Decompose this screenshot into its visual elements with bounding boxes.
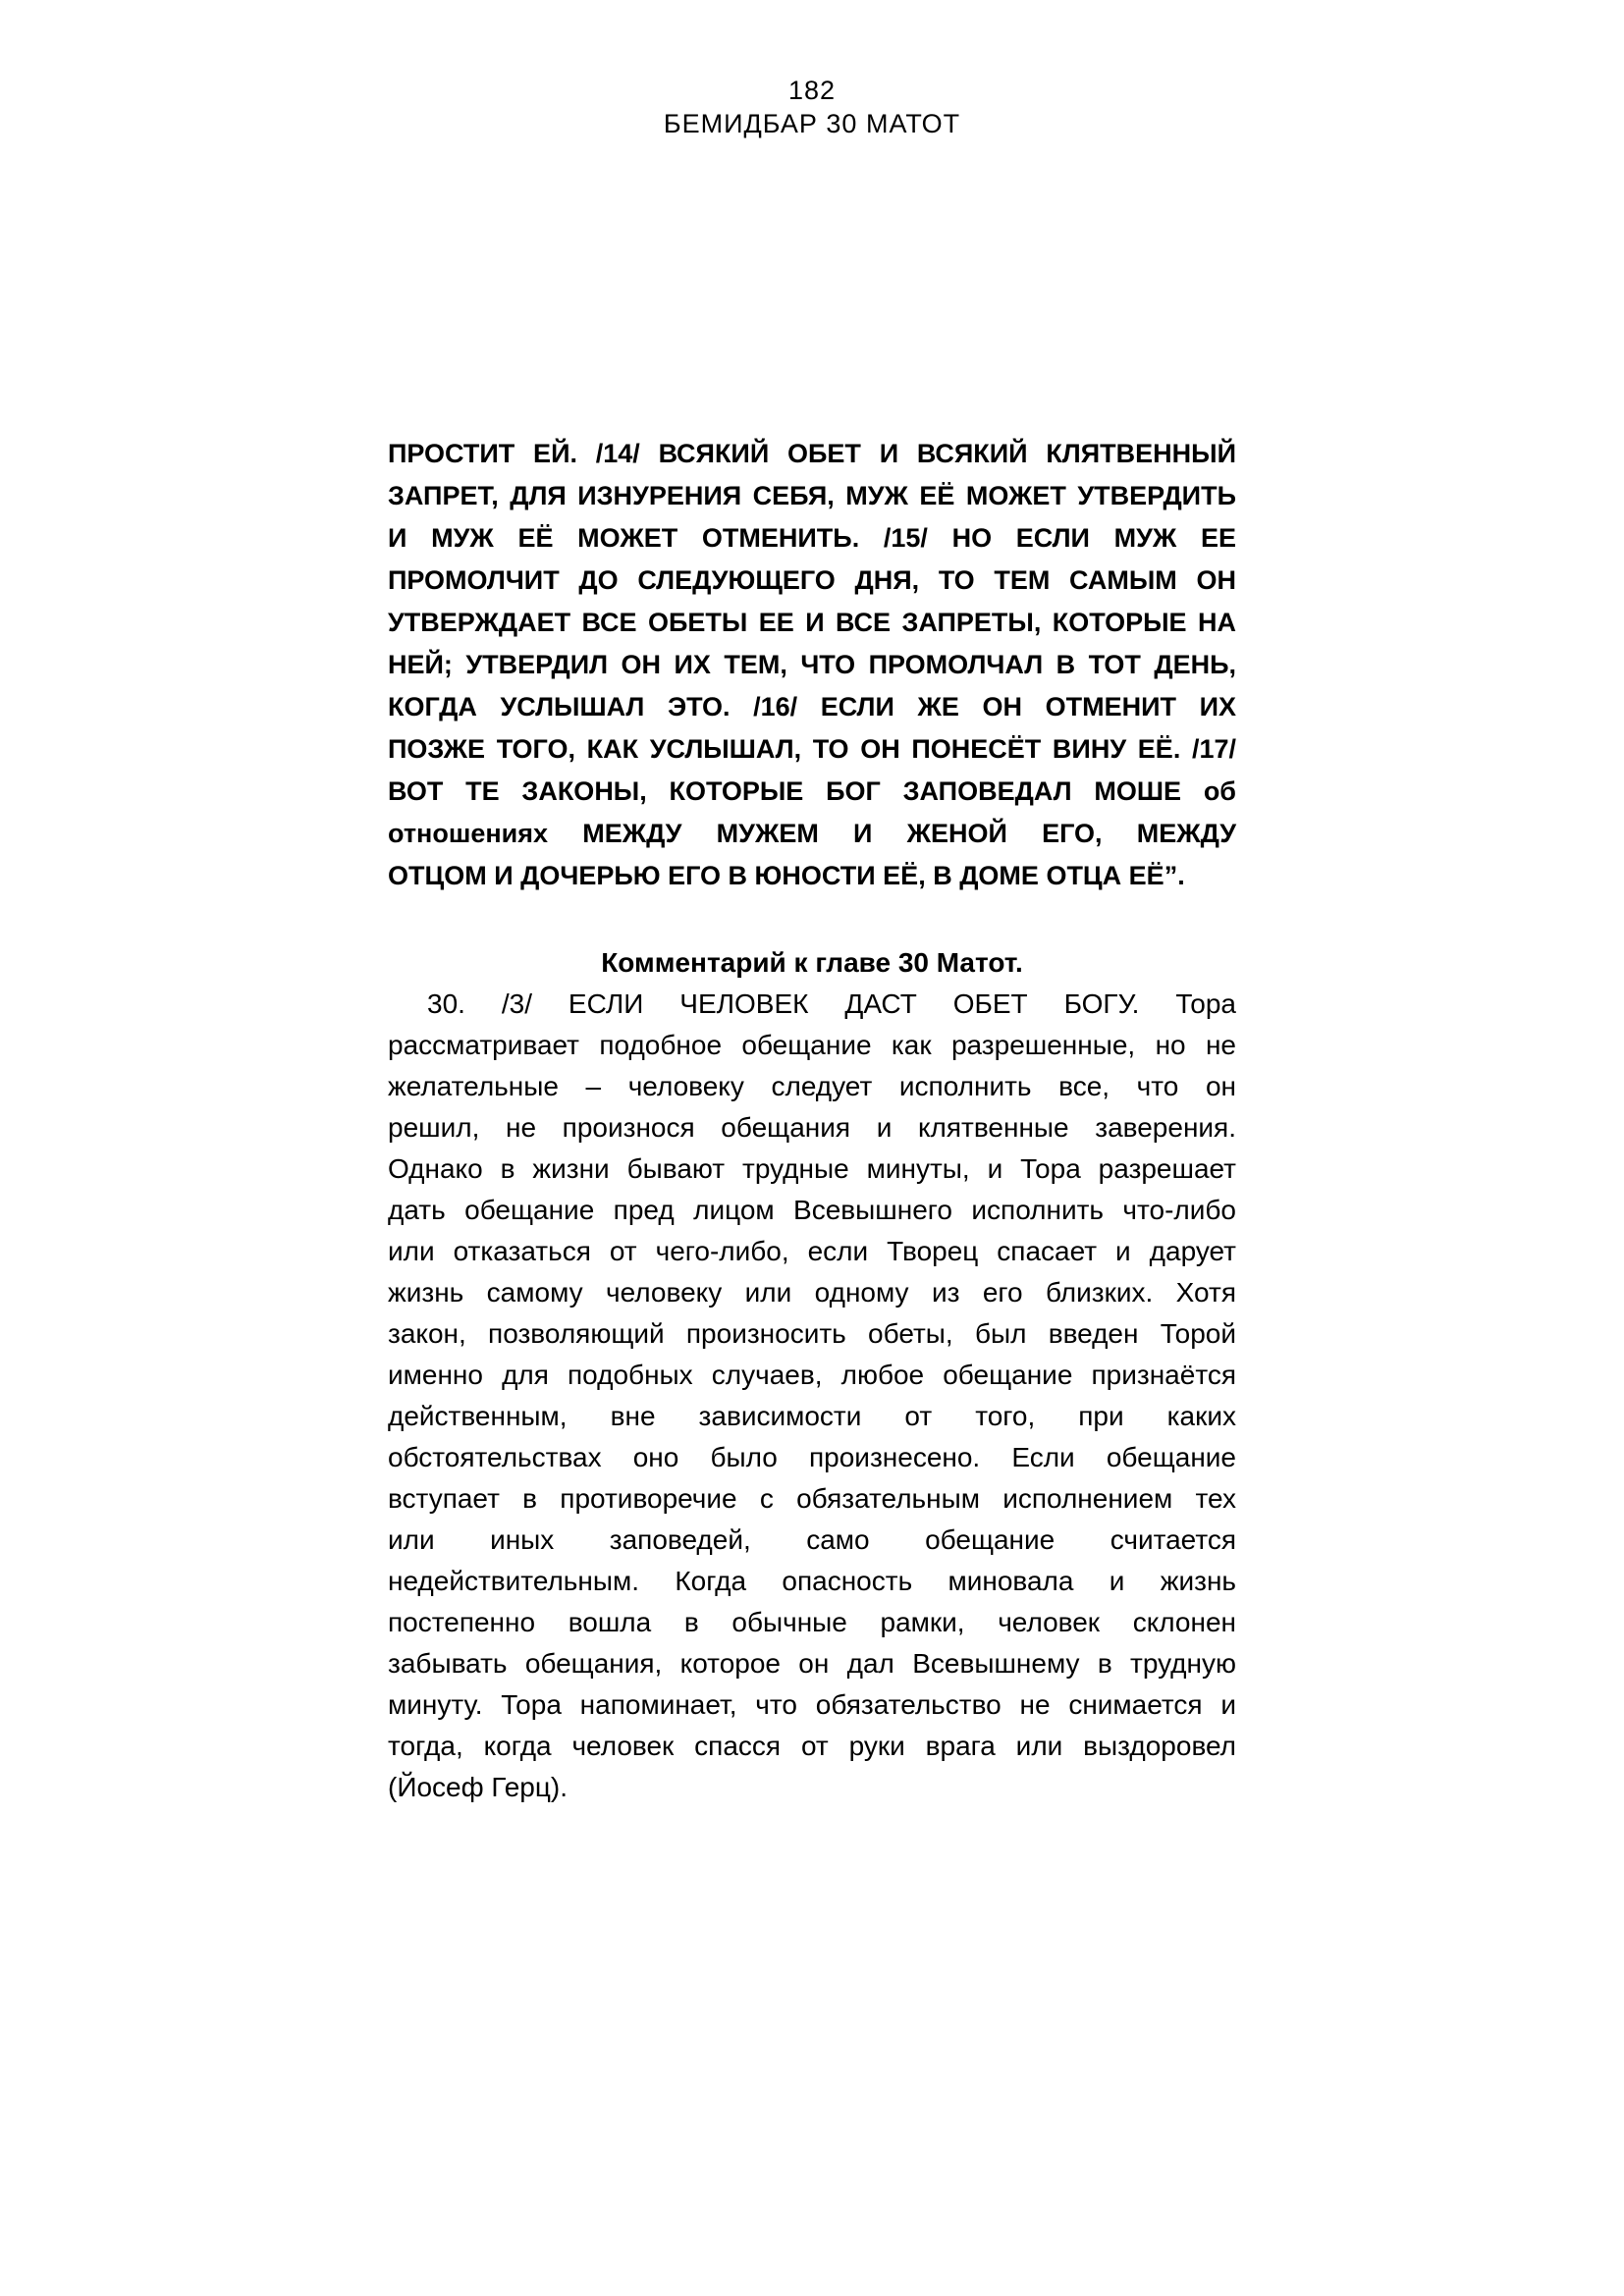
text-line: желательные – человеку следует исполнить все, что он [388, 1071, 1236, 1101]
text-line: ВОТ ТЕ ЗАКОНЫ, КОТОРЫЕ БОГ ЗАПОВЕДАЛ МОШЕ об [388, 776, 1236, 806]
text-line: И МУЖ ЕЁ МОЖЕТ ОТМЕНИТЬ. /15/ НО ЕСЛИ МУЖ ЕЕ [388, 523, 1236, 553]
text-line: забывать обещания, которое он дал Всевышнему в трудную [388, 1648, 1236, 1679]
page-number: 182 [787, 76, 837, 105]
commentary-heading: Комментарий к главе 30 Матот. [601, 947, 1023, 978]
text-line: Однако в жизни бывают трудные минуты, и Тора разрешает [388, 1153, 1236, 1184]
text-line: ПОЗЖЕ ТОГО, КАК УСЛЫШАЛ, ТО ОН ПОНЕСЁТ ВИНУ ЕЁ. /17/ [388, 734, 1236, 764]
text-line: минуту. Тора напоминает, что обязательство не снимается и [388, 1689, 1236, 1720]
text-line: действенным, вне зависимости от того, при каких [388, 1401, 1236, 1431]
text-line: обстоятельствах оно было произнесено. Если обещание [388, 1442, 1236, 1472]
text-line: недействительным. Когда опасность миновала и жизнь [388, 1566, 1236, 1596]
text-column [388, 0, 1236, 1808]
text-line: решил, не произнося обещания и клятвенные заверения. [388, 1112, 1236, 1143]
text-line: рассматривает подобное обещание как разрешенные, но не [388, 1030, 1236, 1060]
text-line: или отказаться от чего-либо, если Творец спасает и дарует [388, 1236, 1236, 1266]
text-line: вступает в противоречие с обязательным исполнением тех [388, 1483, 1236, 1514]
torah-text-paragraph [388, 433, 1236, 897]
text-line: отношениях МЕЖДУ МУЖЕМ И ЖЕНОЙ ЕГО, МЕЖДУ [388, 819, 1236, 848]
page-header: БЕМИДБАР 30 МАТОТ [663, 109, 961, 138]
text-line: тогда, когда человек спасся от руки врага или выздоровел [388, 1731, 1236, 1761]
text-line: КОГДА УСЛЫШАЛ ЭТО. /16/ ЕСЛИ ЖЕ ОН ОТМЕНИТ ИХ [388, 692, 1236, 721]
text-line: постепенно вошла в обычные рамки, человек склонен [388, 1607, 1236, 1637]
text-line: именно для подобных случаев, любое обещание признаётся [388, 1360, 1236, 1390]
text-line: ОТЦОМ И ДОЧЕРЬЮ ЕГО В ЮНОСТИ ЕЁ, В ДОМЕ ОТЦА ЕЁ”. [388, 861, 1185, 890]
text-line: (Йосеф Герц). [388, 1772, 568, 1802]
text-line: закон, позволяющий произносить обеты, был введен Торой [388, 1318, 1236, 1349]
text-line: ПРОСТИТ ЕЙ. /14/ ВСЯКИЙ ОБЕТ И ВСЯКИЙ КЛЯТВЕННЫЙ [388, 439, 1236, 468]
text-line: НЕЙ; УТВЕРДИЛ ОН ИХ ТЕМ, ЧТО ПРОМОЛЧАЛ В ТОТ ДЕНЬ, [388, 650, 1236, 679]
text-line: 30. /3/ ЕСЛИ ЧЕЛОВЕК ДАСТ ОБЕТ БОГУ. Тора [427, 988, 1236, 1019]
text-line: УТВЕРЖДАЕТ ВСЕ ОБЕТЫ ЕЕ И ВСЕ ЗАПРЕТЫ, КОТОРЫЕ НА [388, 608, 1236, 637]
commentary-paragraph [388, 984, 1236, 1808]
text-line: жизнь самому человеку или одному из его близких. Хотя [388, 1277, 1236, 1308]
text-line: ЗАПРЕТ, ДЛЯ ИЗНУРЕНИЯ СЕБЯ, МУЖ ЕЁ МОЖЕТ УТВЕРДИТЬ [388, 481, 1236, 510]
text-line: дать обещание пред лицом Всевышнего исполнить что-либо [388, 1195, 1236, 1225]
text-line: ПРОМОЛЧИТ ДО СЛЕДУЮЩЕГО ДНЯ, ТО ТЕМ САМЫМ ОН [388, 565, 1236, 595]
text-line: или иных заповедей, само обещание считается [388, 1524, 1236, 1555]
